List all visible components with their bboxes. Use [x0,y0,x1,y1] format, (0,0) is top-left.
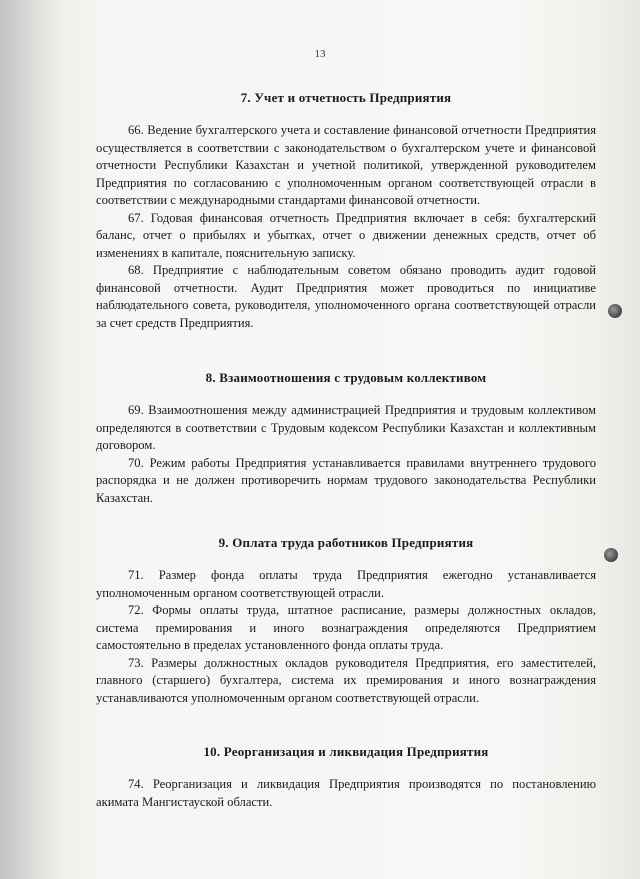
section-8 [96,370,596,507]
section-title: 9. Оплата труда работников Предприятия [218,535,474,550]
paragraph-69: 69. Взаимоотношения между администрацией Предприятия и трудовым коллективом определяются в соответствии с Трудовым кодексом Республики Казахстан и коллективным договором. [96,403,596,452]
punch-hole [608,304,622,318]
paragraph-71: 71. Размер фонда оплаты труда Предприятия ежегодно устанавливается уполномоченным органом соответствующей отрасли. [96,568,596,600]
paragraph-68: 68. Предприятие с наблюдательным советом обязано проводить аудит годовой финансовой отчетности. Аудит Предприятия может проводиться по инициативе наблюдательного совета, руководителя, уполномоченного органа соответствующей отрасли за счет средств Предприятия. [96,263,596,330]
paragraph-66: 66. Ведение бухгалтерского учета и составление финансовой отчетности Предприятия осуществляется в соответствии с законодательством о бухгалтерском учете и финансовой отчетности Республики Казахстан и учетной политикой, утвержденной руководителем Предприятия по согласованию с уполномоченным органом соответствующей отрасли в соответствии с международными стандартами финансовой отчетности. [96,123,596,207]
section-title: 10. Реорганизация и ликвидация Предприятия [203,744,489,759]
page-number: 13 [314,48,326,60]
paragraph-70: 70. Режим работы Предприятия устанавливается правилами внутреннего трудового распорядка и не должен противоречить нормам трудового законодательства Республики Казахстан. [96,455,596,505]
punch-hole [604,548,618,562]
section-title: 8. Взаимоотношения с трудовым коллективом [205,370,487,385]
section-9 [96,535,596,707]
paragraph-72: 72. Формы оплаты труда, штатное расписание, размеры должностных окладов, система премирования и иного вознаграждения определяются Предприятием самостоятельно в пределах установленного фонда оплаты труда. [96,603,596,652]
section-10 [96,744,596,811]
paragraph-74: 74. Реорганизация и ликвидация Предприятия производятся по постановлению акимата Мангистауской области. [96,777,596,809]
paragraph-73: 73. Размеры должностных окладов руководителя Предприятия, его заместителей, главного (старшего) бухгалтера, система их премирования и иного вознаграждения устанавливаются уполномоченным органом соответствующей отрасли. [96,655,596,705]
scan-shadow [0,0,60,879]
paragraph-67: 67. Годовая финансовая отчетность Предприятия включает в себя: бухгалтерский баланс, отчет о прибылях и убытках, отчет о движении денежных средств, отчет об изменениях в капитале, пояснительную записку. [96,210,596,260]
section-title: 7. Учет и отчетность Предприятия [240,90,452,105]
section-7 [96,90,596,332]
